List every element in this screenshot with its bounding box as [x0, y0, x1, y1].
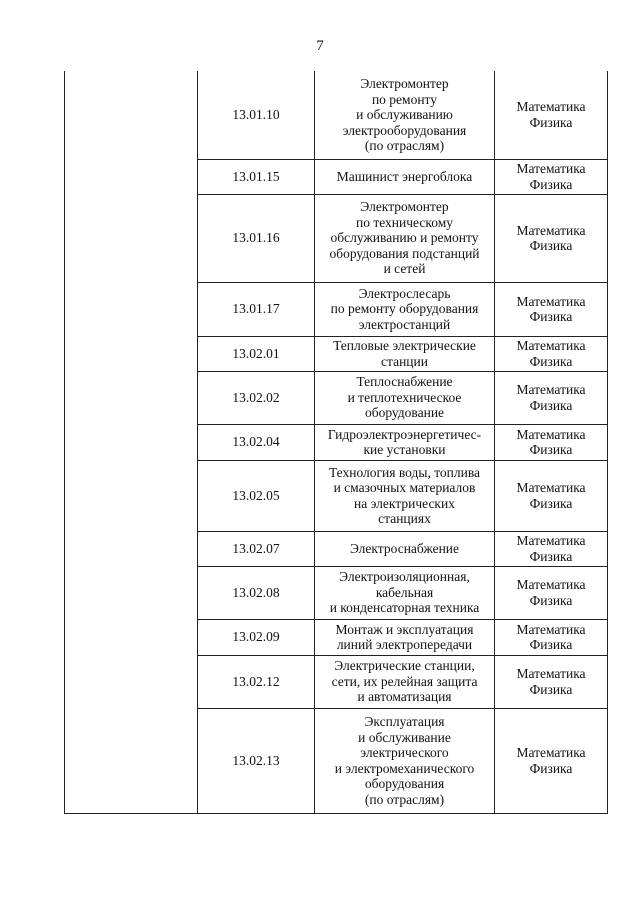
specialty-name: Монтаж и эксплуатация линий электропередачи	[315, 619, 495, 655]
specialty-subjects: Математика Физика	[495, 619, 608, 655]
specialty-code: 13.02.04	[198, 424, 315, 460]
specialty-name: Тепловые электрические станции	[315, 336, 495, 371]
specialty-name: Теплоснабжение и теплотехническое оборудование	[315, 371, 495, 424]
specialty-subjects: Математика Физика	[495, 424, 608, 460]
specialty-name: Электрослесарь по ремонту оборудования электростанций	[315, 282, 495, 336]
specialty-subjects: Математика Физика	[495, 71, 608, 159]
specialty-subjects: Математика Физика	[495, 460, 608, 531]
specialty-code: 13.02.05	[198, 460, 315, 531]
specialty-code: 13.02.09	[198, 619, 315, 655]
specialty-name: Электромонтер по техническому обслуживанию и ремонту оборудования подстанций и сетей	[315, 194, 495, 282]
specialty-subjects: Математика Физика	[495, 655, 608, 708]
specialty-code: 13.02.01	[198, 336, 315, 371]
specialty-subjects: Математика Физика	[495, 194, 608, 282]
specialty-code: 13.02.02	[198, 371, 315, 424]
table-row	[65, 71, 608, 159]
specialty-name: Машинист энергоблока	[315, 159, 495, 194]
specialty-name: Электроизоляционная, кабельная и конденсаторная техника	[315, 566, 495, 619]
specialty-name: Эксплуатация и обслуживание электрического и электромеханического оборудования (по отраслям)	[315, 708, 495, 813]
specialty-subjects: Математика Физика	[495, 531, 608, 566]
specialty-name: Электрические станции, сети, их релейная защита и автоматизация	[315, 655, 495, 708]
specialty-code: 13.02.13	[198, 708, 315, 813]
specialties-table	[64, 71, 608, 814]
specialty-subjects: Математика Физика	[495, 371, 608, 424]
specialty-code: 13.02.07	[198, 531, 315, 566]
specialty-name: Гидроэлектроэнергетичес- кие установки	[315, 424, 495, 460]
specialty-code: 13.01.16	[198, 194, 315, 282]
specialty-code: 13.02.08	[198, 566, 315, 619]
specialty-code: 13.01.10	[198, 71, 315, 159]
empty-column-cell	[65, 71, 198, 813]
specialty-subjects: Математика Физика	[495, 336, 608, 371]
specialty-code: 13.01.15	[198, 159, 315, 194]
specialty-code: 13.02.12	[198, 655, 315, 708]
specialty-subjects: Математика Физика	[495, 282, 608, 336]
page-number: 7	[316, 38, 324, 54]
specialty-subjects: Математика Физика	[495, 566, 608, 619]
specialty-subjects: Математика Физика	[495, 708, 608, 813]
specialty-name: Технология воды, топлива и смазочных материалов на электрических станциях	[315, 460, 495, 531]
specialty-code: 13.01.17	[198, 282, 315, 336]
specialty-subjects: Математика Физика	[495, 159, 608, 194]
specialty-name: Электроснабжение	[315, 531, 495, 566]
specialty-name: Электромонтер по ремонту и обслуживанию электрооборудования (по отраслям)	[315, 71, 495, 159]
